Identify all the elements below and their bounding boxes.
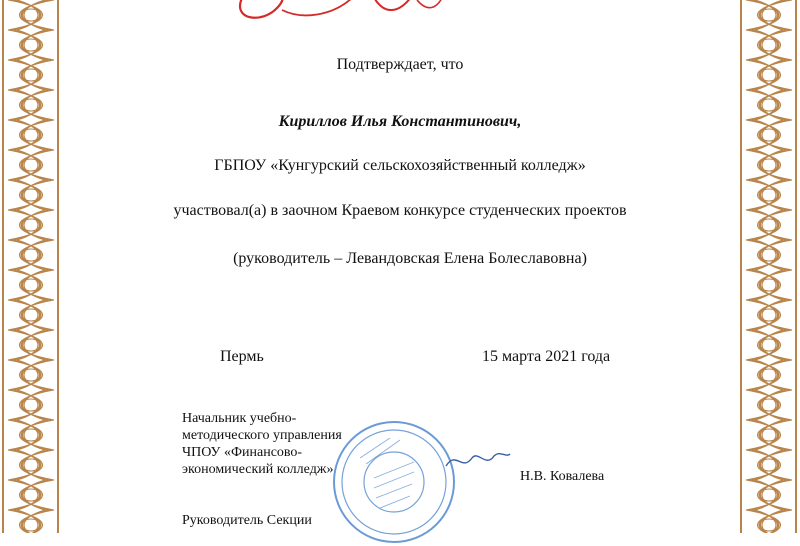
seal-stamp — [330, 418, 458, 546]
recipient-name: Кириллов Илья Константинович, — [278, 113, 522, 130]
head-title-line: Начальник учебно- — [182, 411, 297, 426]
supervisor-text: (руководитель – Левандовская Елена Болеславовна) — [233, 250, 587, 267]
decorative-border-right — [738, 0, 800, 533]
participation-text: участвовал(а) в заочном Краевом конкурсе студенческих проектов — [173, 202, 627, 219]
title-flourish-graphic — [222, 0, 482, 30]
head-title-line: ЧПОУ «Финансово- — [182, 445, 303, 460]
institution-text: ГБПОУ «Кунгурский сельскохозяйственный колледж» — [214, 157, 586, 174]
signature-graphic — [442, 446, 512, 476]
date-text: 15 марта 2021 года — [482, 348, 611, 365]
head-title-line: методического управления — [182, 428, 342, 443]
confirms-text: Подтверждает, что — [336, 56, 464, 73]
head-name: Н.В. Ковалева — [520, 469, 605, 484]
decorative-border-left — [0, 0, 62, 533]
city-text: Пермь — [220, 348, 264, 365]
head-title-block — [182, 410, 342, 478]
section-head-label: Руководитель Секции — [182, 513, 312, 528]
certificate-body — [62, 0, 738, 533]
head-title-line: экономический колледж» — [182, 462, 334, 477]
